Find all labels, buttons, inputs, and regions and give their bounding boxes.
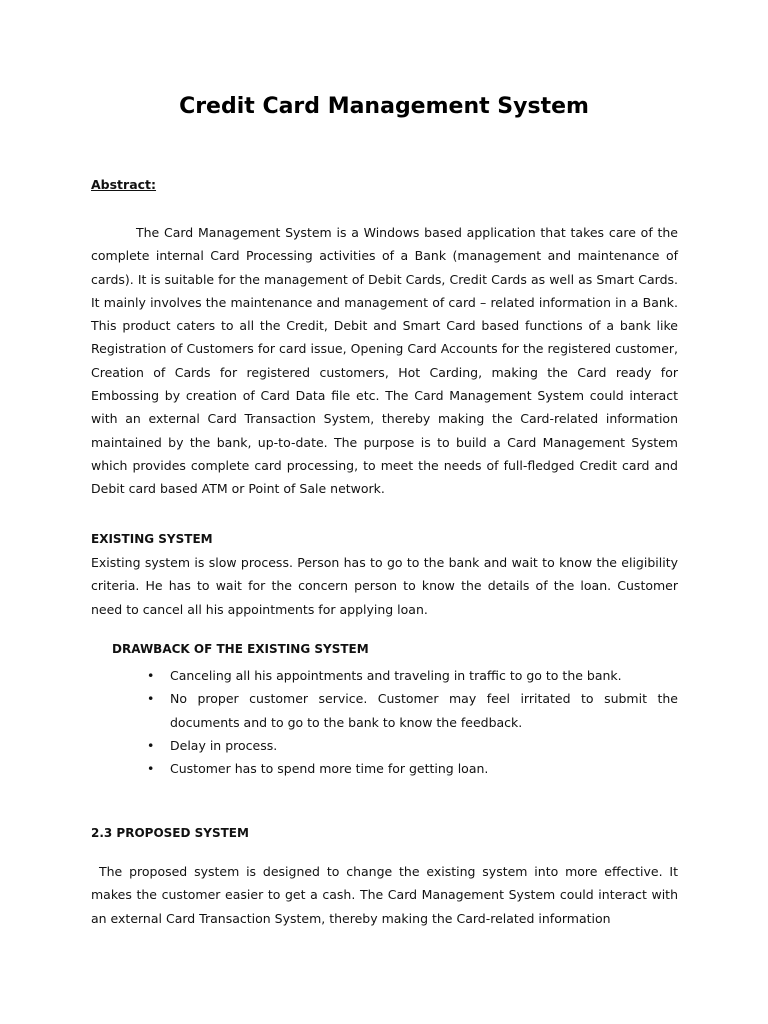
list-item	[147, 664, 678, 687]
existing-system-heading: EXISTING SYSTEM	[91, 532, 213, 546]
list-item-text: Customer has to spend more time for getting loan.	[170, 761, 489, 777]
abstract-paragraph: The Card Management System is a Windows based application that takes care of the complete internal Card Processing activities of a Bank (management and maintenance of cards). It is suitable for the management of Debit Cards, Credit Cards as well as Smart Cards. It mainly involves the maintenance and management of card – related information in a Bank. This product caters to all the Credit, Debit and Smart Card based functions of a bank like Registration of Customers for card issue, Opening Card Accounts for the registered customer, Creation of Cards for registered customers, Hot Carding, making the Card ready for Embossing by creation of Card Data file etc. The Card Management System could interact with an external Card Transaction System, thereby making the Card-related information maintained by the bank, up-to-date. The purpose is to build a Card Management System which provides complete card processing, to meet the needs of full-fledged Credit card and Debit card based ATM or Point of Sale network.	[91, 225, 678, 497]
bullet-icon: •	[147, 691, 155, 707]
drawback-list	[147, 664, 678, 780]
abstract-heading: Abstract:	[91, 177, 157, 192]
bullet-icon: •	[147, 737, 155, 753]
proposed-system-heading: 2.3 PROPOSED SYSTEM	[91, 826, 249, 840]
document-title: Credit Card Management System	[179, 94, 589, 119]
list-item-text: No proper customer service. Customer may feel irritated to submit the documents and to go to the bank to know the feedback.	[170, 691, 678, 730]
list-item	[147, 734, 678, 757]
drawback-heading: DRAWBACK OF THE EXISTING SYSTEM	[112, 642, 369, 656]
proposed-system-paragraph: The proposed system is designed to change the existing system into more effective. It makes the customer easier to get a cash. The Card Management System could interact with an external Card Transaction System, thereby making the Card-related information	[91, 864, 678, 926]
list-item-text: Delay in process.	[170, 737, 278, 753]
bullet-icon: •	[147, 668, 155, 683]
list-item-text: Canceling all his appointments and traveling in traffic to go to the bank.	[170, 668, 622, 683]
list-item	[147, 757, 678, 780]
list-item	[147, 687, 678, 734]
bullet-icon: •	[147, 761, 155, 777]
existing-system-paragraph: Existing system is slow process. Person has to go to the bank and wait to know the eligibility criteria. He has to wait for the concern person to know the details of the loan. Customer need to cancel all his appointments for applying loan.	[91, 555, 678, 617]
